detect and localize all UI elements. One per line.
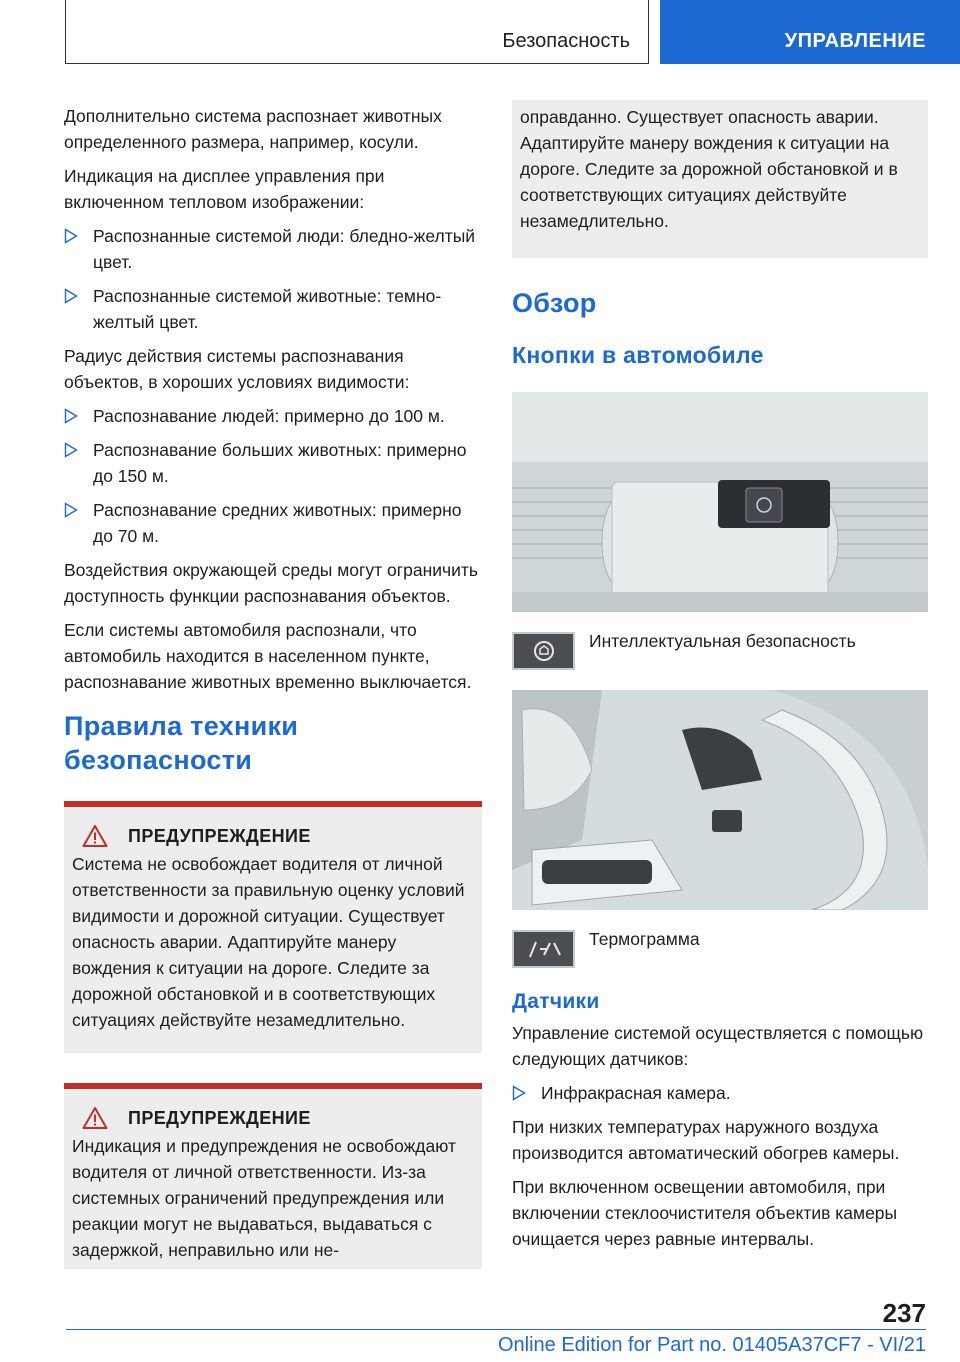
warning-triangle-icon	[82, 824, 108, 848]
right-column	[512, 100, 928, 1260]
bullet-list	[512, 1080, 928, 1106]
paragraph: Если системы автомобиля распознали, что автомобиль находится в населенном пункте, распознавание животных временно выключается.	[64, 620, 472, 692]
bullet-list	[64, 223, 482, 335]
warning-title: ПРЕДУПРЕЖДЕНИЕ	[128, 826, 311, 846]
thermogram-button-icon	[512, 930, 575, 968]
button-legend-row	[512, 930, 928, 968]
triangle-bullet-icon	[64, 502, 78, 518]
button-label: Интеллектуальная безопасность	[589, 631, 856, 651]
subsection-heading: Кнопки в автомобиле	[512, 342, 764, 368]
list-item: Распознанные системой люди: бледно-желтый цвет.	[64, 223, 482, 275]
warning-continuation: оправданно. Существует опасность аварии. Адаптируйте манеру вождения к ситуации на дороге. Следите за дорожной обстановкой и в соответствующих ситуациях действуйте незамедлительно.	[512, 100, 928, 258]
section-heading: Правила техники безопасности	[64, 711, 299, 775]
bullet-list	[64, 403, 482, 549]
header-section-tab	[65, 0, 649, 64]
footer-edition: Online Edition for Part no. 01405A37CF7 - VI/21	[497, 1334, 926, 1356]
warning-box	[64, 1083, 482, 1269]
subsection-heading: Датчики	[512, 990, 600, 1013]
triangle-bullet-icon	[64, 288, 78, 304]
paragraph: При низких температурах наружного воздуха производится автоматический обогрев камеры.	[512, 1117, 900, 1163]
warning-title: ПРЕДУПРЕЖДЕНИЕ	[128, 1108, 311, 1128]
warning-triangle-icon	[82, 1106, 108, 1130]
list-item: Распознавание средних животных: примерно до 70 м.	[64, 497, 482, 549]
section-heading: Обзор	[512, 288, 597, 318]
warning-text: Индикация и предупреждения не освобождают водителя от личной ответственности. Из-за системных ограничений предупреждения или реакции могут не выдаваться, выдаваться с задержкой, неправильно или не-	[72, 1136, 457, 1260]
header-chapter-title: УПРАВЛЕНИЕ	[784, 30, 926, 52]
warning-text: Система не освобождает водителя от личной ответственности за правильную оценку условий видимости и дорожной ситуации. Существует опасность аварии. Адаптируйте манеру вождения к ситуации на дороге. Следите за дорожной обстановкой и в соответствующих ситуациях действуйте незамедлительно.	[72, 854, 465, 1030]
footer-divider	[66, 1329, 926, 1330]
triangle-bullet-icon	[64, 228, 78, 244]
dashboard-buttons-photo	[512, 392, 928, 612]
triangle-bullet-icon	[64, 408, 78, 424]
list-item: Распознанные системой животные: темно-желтый цвет.	[64, 283, 482, 335]
list-item: Распознавание людей: примерно до 100 м.	[64, 403, 482, 429]
paragraph: Дополнительно система распознает животных определенного размера, например, косули.	[64, 106, 442, 152]
paragraph: Радиус действия системы распознавания объектов, в хороших условиях видимости:	[64, 346, 410, 392]
list-item: Распознавание больших животных: примерно до 150 м.	[64, 437, 482, 489]
steering-column-buttons-photo	[512, 690, 928, 910]
paragraph: При включенном освещении автомобиля, при включении стеклоочистителя объектив камеры очищается через равные интервалы.	[512, 1177, 898, 1249]
left-column	[64, 103, 482, 1299]
button-label: Термограмма	[589, 929, 700, 949]
page-number: 237	[882, 1298, 926, 1328]
intelligent-safety-button-icon	[512, 632, 575, 670]
list-item: Инфракрасная камера.	[512, 1080, 928, 1106]
paragraph: Индикация на дисплее управления при включенном тепловом изображении:	[64, 166, 385, 212]
paragraph: Воздействия окружающей среды могут ограничить доступность функции распознавания объектов.	[64, 560, 479, 606]
paragraph: Управление системой осуществляется с помощью следующих датчиков:	[512, 1023, 924, 1069]
warning-box	[64, 801, 482, 1053]
header-section-title: Безопасность	[502, 30, 630, 52]
header-chapter-tab	[660, 0, 960, 64]
button-legend-row	[512, 632, 928, 670]
triangle-bullet-icon	[512, 1085, 526, 1101]
triangle-bullet-icon	[64, 442, 78, 458]
